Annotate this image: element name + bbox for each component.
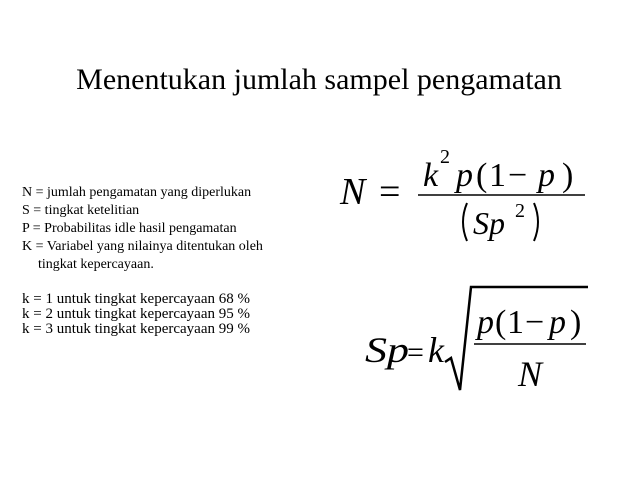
confidence-level-3: k = 3 untuk tingkat kepercayaan 99 % (22, 321, 250, 337)
definition-n: N = jumlah pengamatan yang diperlukan (22, 185, 252, 200)
formula-n-p2: p (538, 157, 555, 194)
formula-n-lhs: N (340, 171, 366, 213)
formula-sp-p2: p (549, 304, 566, 341)
formula-sp-k: k (428, 330, 444, 370)
formula-sample-size (339, 146, 585, 241)
slide-title: Menentukan jumlah sampel pengamatan (76, 63, 562, 96)
formula-n-one: 1 (489, 157, 506, 194)
formula-sp-lhs: Sp (365, 330, 409, 370)
formula-n-denominator-left-paren (463, 203, 467, 241)
definition-p: P = Probabilitas idle hasil pengamatan (22, 221, 237, 236)
formula-sp-p1: p (477, 304, 494, 341)
formula-n-open-paren: ( (476, 157, 488, 194)
definition-k: K = Variabel yang nilainya ditentukan oleh (22, 239, 263, 254)
formula-sp-minus: − (525, 304, 545, 341)
formula-n-denominator-right-paren (534, 203, 538, 241)
definition-s: S = tingkat ketelitian (22, 203, 140, 218)
formula-n-exp2: 2 (440, 146, 450, 168)
formula-sp-equals: = (407, 336, 424, 369)
formula-n-equals: = (379, 171, 401, 213)
formula-n-sp: Sp (473, 205, 505, 241)
confidence-level-2: k = 2 untuk tingkat kepercayaan 95 % (22, 306, 250, 322)
formula-n-k: k (423, 157, 439, 194)
definition-k-continued: tingkat kepercayaan. (38, 257, 154, 272)
formula-n-p1: p (456, 157, 473, 194)
formula-sp-n: N (518, 354, 543, 394)
formula-sp-one: 1 (507, 304, 524, 341)
formula-n-sp-exp2: 2 (515, 200, 525, 222)
formula-n-minus: − (508, 157, 528, 194)
confidence-level-1: k = 1 untuk tingkat kepercayaan 68 % (22, 291, 250, 307)
formula-sp-close-paren: ) (570, 304, 582, 341)
formula-precision (365, 287, 588, 394)
formula-sp-open-paren: ( (495, 304, 507, 341)
formula-n-close-paren: ) (562, 157, 574, 194)
